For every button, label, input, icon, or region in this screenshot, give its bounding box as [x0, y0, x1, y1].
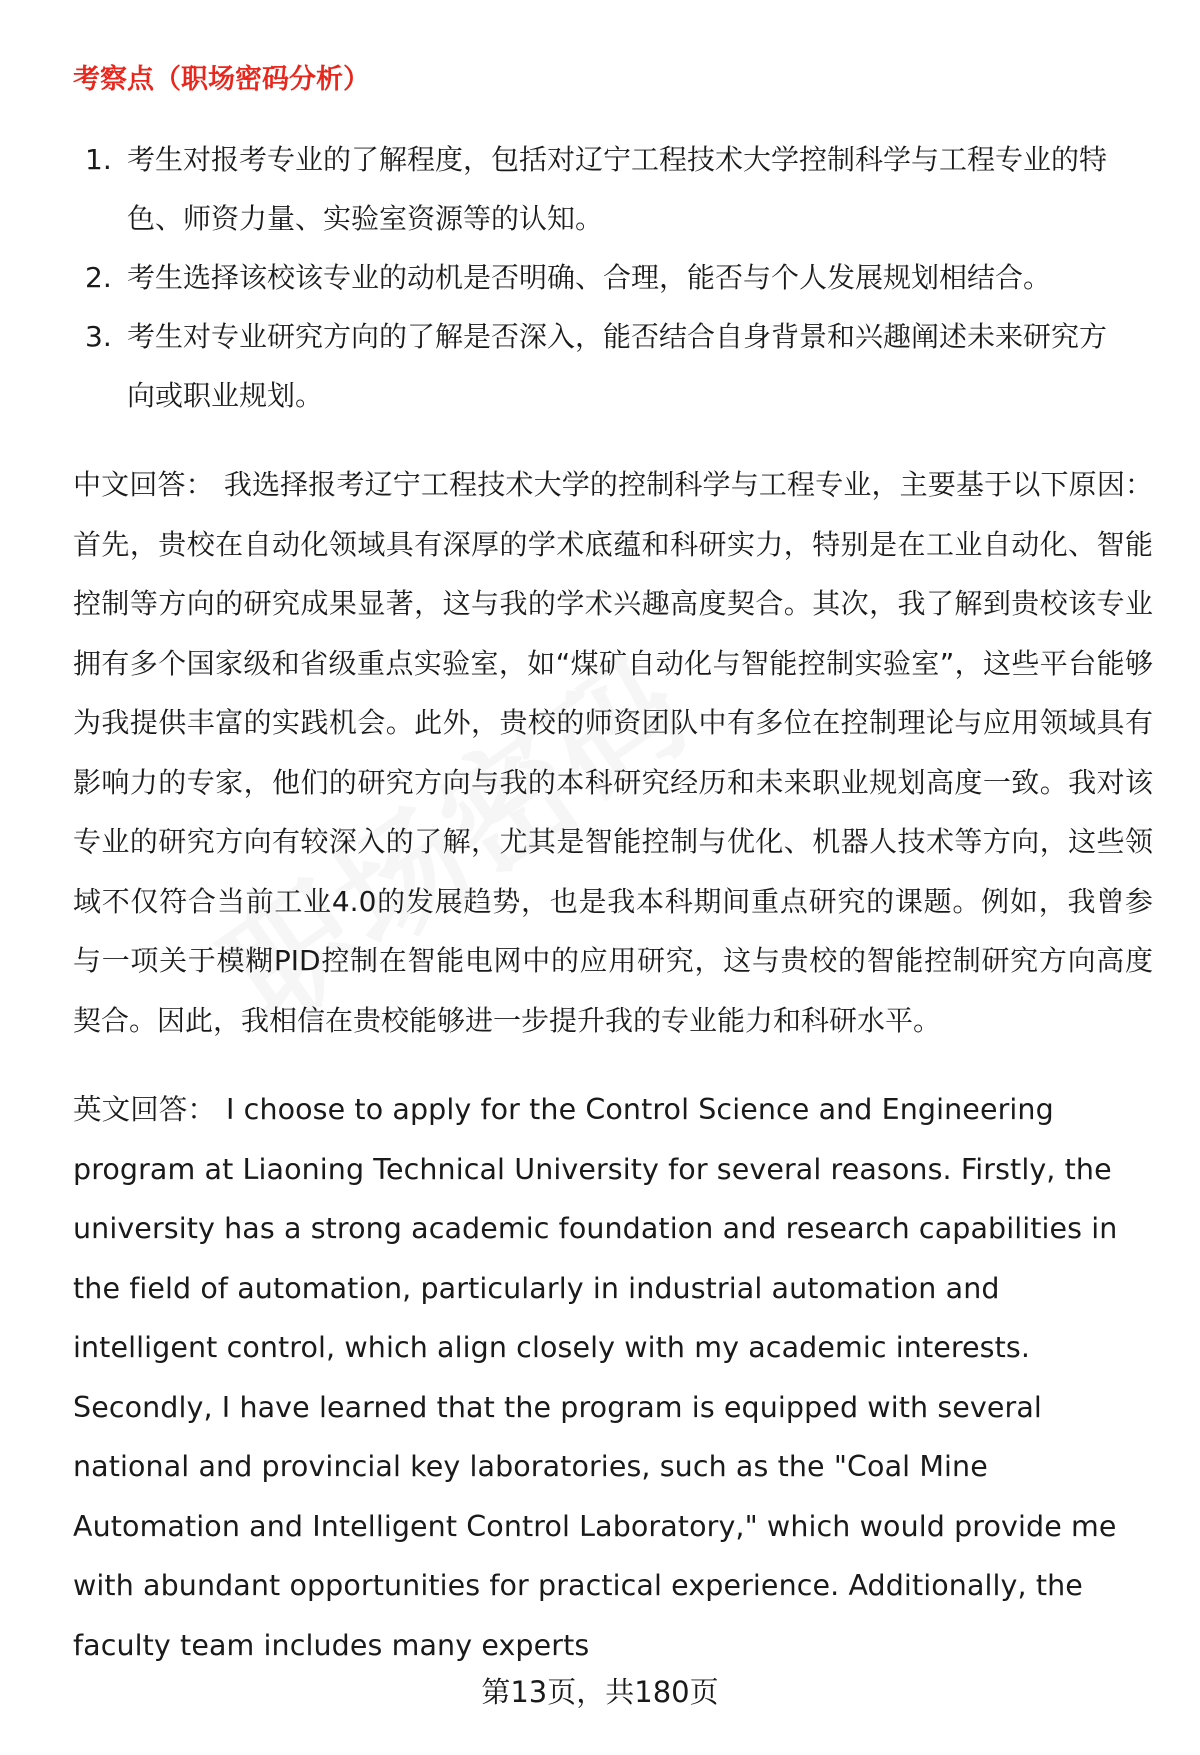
list-item	[73, 307, 1153, 425]
english-answer-text: I choose to apply for the Control Science and Engineering program at Liaoning Technical University for several reasons. Firstly, the university has a strong academic foundation and research capabilities in the field of automation, particularly in industrial automation and intelligent control, which align closely with my academic interests. Secondly, I have learned that the program is equipped with several national and provincial key laboratories, such as the "Coal Mine Automation and Intelligent Control Laboratory," which would provide me with abundant opportunities for practical experience. Additionally, the faculty team includes many experts	[73, 1093, 1118, 1662]
section-title: 考察点（职场密码分析）	[73, 64, 370, 95]
english-answer-paragraph	[73, 1080, 1153, 1675]
list-item-number: 2.	[85, 261, 112, 294]
document-page	[73, 60, 1153, 1704]
chinese-answer-label: 中文回答：	[73, 468, 214, 501]
page-number-footer: 第13页，共180页	[481, 1675, 719, 1709]
chinese-answer-paragraph	[73, 455, 1153, 1050]
list-item	[73, 130, 1153, 248]
list-item-number: 1.	[85, 143, 112, 176]
list-item-text: 考生对报考专业的了解程度，包括对辽宁工程技术大学控制科学与工程专业的特色、师资力量、实验室资源等的认知。	[127, 143, 1108, 235]
list-item-text: 考生对专业研究方向的了解是否深入，能否结合自身背景和兴趣阐述未来研究方向或职业规划。	[127, 320, 1108, 412]
assessment-points-list	[73, 130, 1153, 425]
chinese-answer-text: 我选择报考辽宁工程技术大学的控制科学与工程专业，主要基于以下原因：首先，贵校在自动化领域具有深厚的学术底蕴和科研实力，特别是在工业自动化、智能控制等方向的研究成果显著，这与我的学术兴趣高度契合。其次，我了解到贵校该专业拥有多个国家级和省级重点实验室，如“煤矿自动化与智能控制实验室”，这些平台能够为我提供丰富的实践机会。此外，贵校的师资团队中有多位在控制理论与应用领域具有影响力的专家，他们的研究方向与我的本科研究经历和未来职业规划高度一致。我对该专业的研究方向有较深入的了解，尤其是智能控制与优化、机器人技术等方向，这些领域不仅符合当前工业4.0的发展趋势，也是我本科期间重点研究的课题。例如，我曾参与一项关于模糊PID控制在智能电网中的应用研究，这与贵校的智能控制研究方向高度契合。因此，我相信在贵校能够进一步提升我的专业能力和科研水平。	[73, 468, 1153, 1037]
list-item-text: 考生选择该校该专业的动机是否明确、合理，能否与个人发展规划相结合。	[127, 261, 1052, 294]
english-answer-label: 英文回答：	[73, 1093, 217, 1126]
list-item	[73, 248, 1153, 307]
list-item-number: 3.	[85, 320, 112, 353]
